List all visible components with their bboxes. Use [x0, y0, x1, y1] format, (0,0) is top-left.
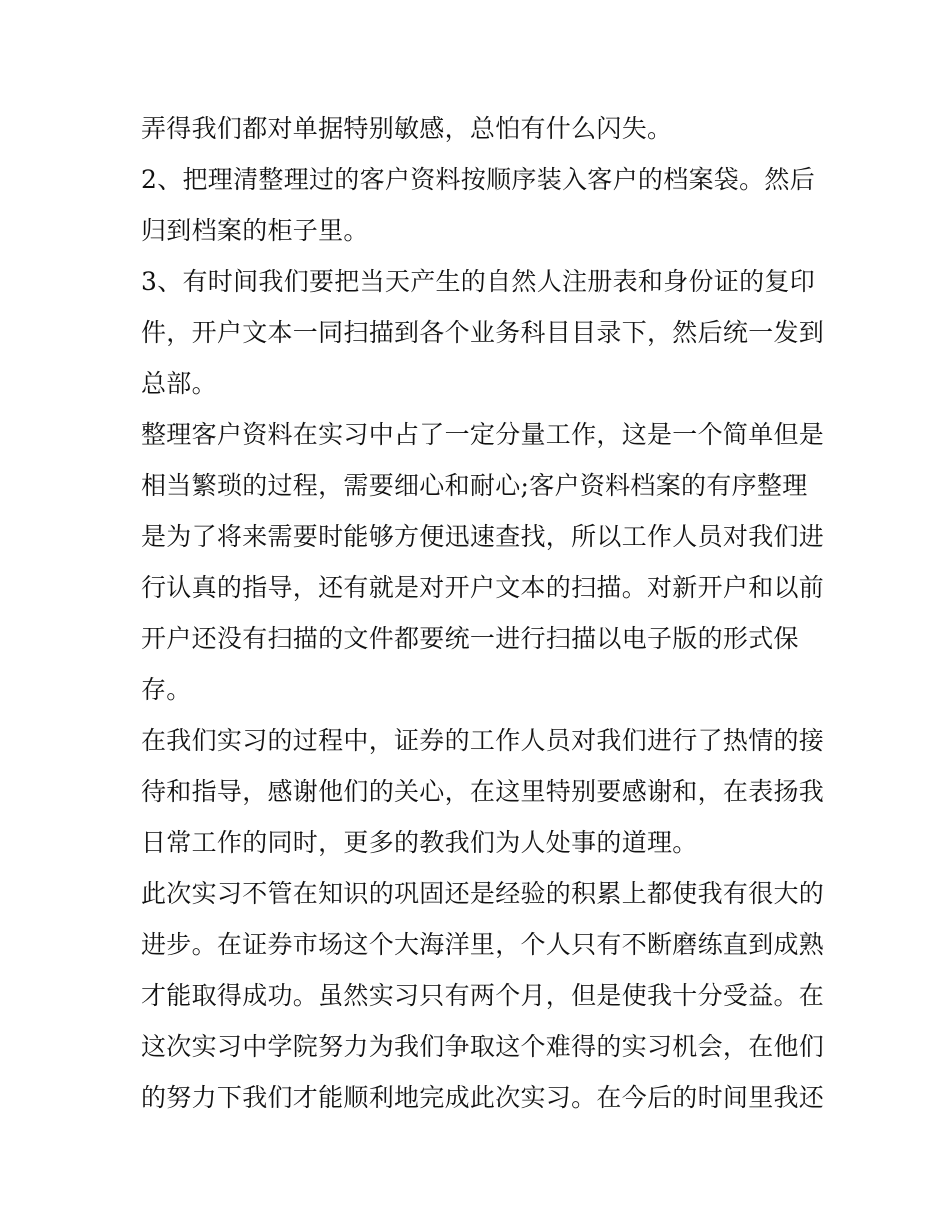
text-line: 弄得我们都对单据特别敏感，总怕有什么闪失。 [141, 114, 673, 143]
text-line: 总部。 [141, 369, 217, 398]
text-line: 3、有时间我们要把当天产生的自然人注册表和身份证的复印 [141, 267, 816, 296]
text-line: 2、把理清整理过的客户资料按顺序装入客户的档案袋。然后 [141, 165, 816, 194]
text-line: 才能取得成功。虽然实习只有两个月，但是使我十分受益。在 [141, 981, 825, 1010]
text-line: 行认真的指导，还有就是对开户文本的扫描。对新开户和以前 [141, 573, 825, 602]
text-line: 存。 [141, 675, 192, 704]
text-line: 开户还没有扫描的文件都要统一进行扫描以电子版的形式保 [141, 624, 799, 653]
text-line: 日常工作的同时，更多的教我们为人处事的道理。 [141, 828, 698, 857]
document-body [141, 103, 825, 1123]
text-line: 进步。在证券市场这个大海洋里，个人只有不断磨练直到成熟 [141, 930, 825, 959]
text-line: 相当繁琐的过程，需要细心和耐心;客户资料档案的有序整理 [141, 471, 808, 500]
text-line: 此次实习不管在知识的巩固还是经验的积累上都使我有很大的 [141, 879, 825, 908]
text-line: 的努力下我们才能顺利地完成此次实习。在今后的时间里我还 [141, 1083, 825, 1112]
text-line: 归到档案的柜子里。 [141, 216, 369, 245]
text-line: 这次实习中学院努力为我们争取这个难得的实习机会，在他们 [141, 1032, 825, 1061]
text-line: 待和指导，感谢他们的关心，在这里特别要感谢和，在表扬我 [141, 777, 825, 806]
text-line: 件，开户文本一同扫描到各个业务科目目录下，然后统一发到 [141, 318, 825, 347]
text-line: 是为了将来需要时能够方便迅速查找，所以工作人员对我们进 [141, 522, 825, 551]
text-line: 在我们实习的过程中，证券的工作人员对我们进行了热情的接 [141, 726, 825, 755]
text-line: 整理客户资料在实习中占了一定分量工作，这是一个简单但是 [141, 420, 825, 449]
